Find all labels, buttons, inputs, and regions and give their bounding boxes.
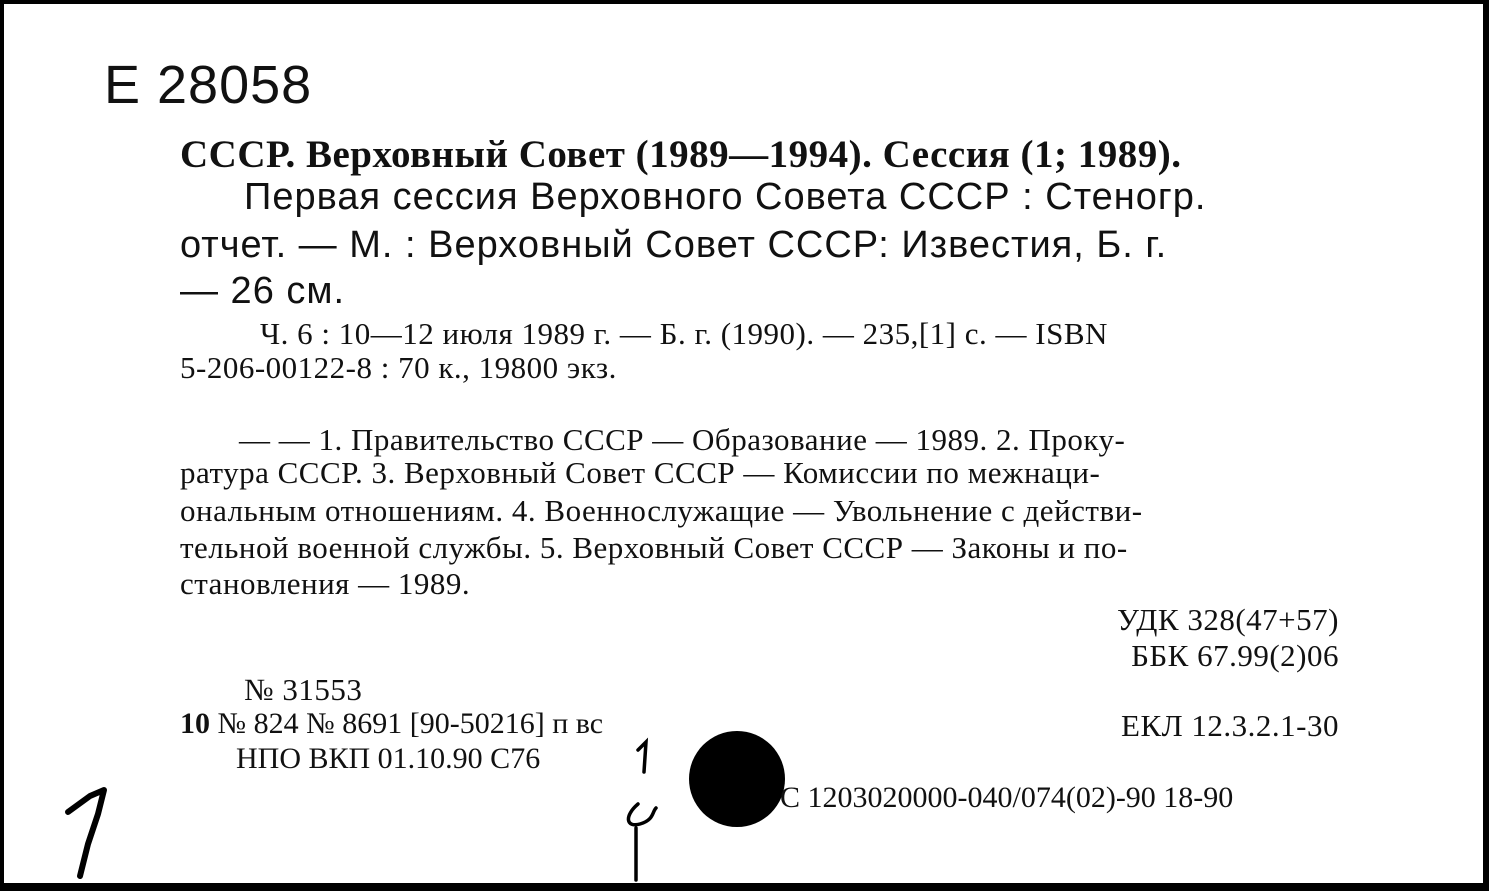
accession-text: № 824 № 8691 [90-50216] п вс (217, 707, 604, 740)
handwritten-one-mark (60, 784, 120, 884)
subject-line-1: — — 1. Правительство СССР — Образование — 1989. 2. Проку- (239, 422, 1126, 457)
title-line-2: отчет. — М. : Верховный Совет СССР: Известия, Б. г. (180, 224, 1168, 266)
call-number: Е 28058 (104, 55, 313, 115)
accession-line (180, 707, 603, 741)
subject-line-2: ратура СССР. 3. Верховный Совет СССР — Комиссии по межнаци- (180, 455, 1101, 490)
title-line-1: Первая сессия Верховного Совета СССР : Стеногр. (244, 176, 1207, 218)
catalog-card (4, 4, 1483, 883)
accession-prefix: 10 (180, 707, 210, 740)
part-line-1: Ч. 6 : 10—12 июля 1989 г. — Б. г. (1990). — 235,[1] с. — ISBN (260, 316, 1108, 351)
npo-line: НПО ВКП 01.10.90 С76 (236, 742, 541, 775)
heading: СССР. Верховный Совет (1989—1994). Сессия (1; 1989). (180, 133, 1182, 176)
bbk-code: ББК 67.99(2)06 (1131, 638, 1339, 673)
ekl-code: ЕКЛ 12.3.2.1-30 (1121, 708, 1339, 743)
subject-line-5: становления — 1989. (180, 566, 471, 601)
handwritten-squiggle (616, 724, 676, 884)
part-line-2: 5-206-00122-8 : 70 к., 19800 экз. (180, 350, 617, 385)
subject-line-4: тельной военной службы. 5. Верховный Совет СССР — Законы и по- (180, 530, 1128, 565)
punch-hole (689, 731, 785, 827)
udk-code: УДК 328(47+57) (1116, 602, 1339, 637)
publisher-code: С 1203020000-040/074(02)-90 18-90 (780, 781, 1234, 814)
title-line-3: — 26 см. (180, 270, 346, 312)
record-number: № 31553 (244, 672, 363, 707)
subject-line-3: ональным отношениям. 4. Военнослужащие — Увольнение с действи- (180, 493, 1143, 528)
